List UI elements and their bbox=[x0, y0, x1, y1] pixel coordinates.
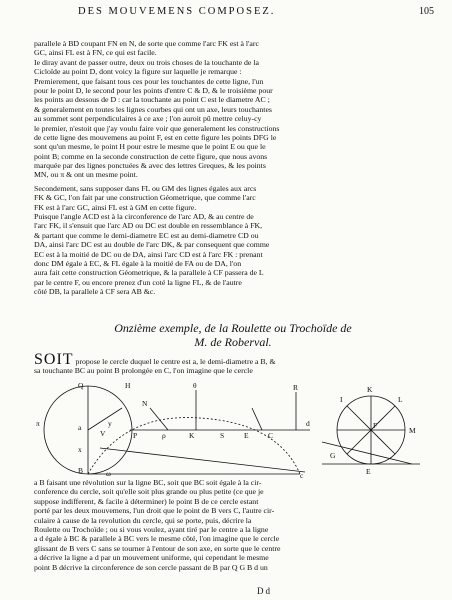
figure-label: L bbox=[398, 395, 403, 404]
figure-label: d bbox=[306, 419, 310, 428]
page-number: 105 bbox=[419, 6, 434, 17]
text-line: glissant de B vers C sans se tourner à l'entour de son axe, en sorte que le centre bbox=[34, 543, 281, 553]
running-title: DES MOUVEMENS COMPOSEZ. bbox=[78, 6, 276, 17]
text-line: l'arc FK, il s'ensuit que l'arc AD ou DC est double en ressemblance à FK, bbox=[34, 221, 263, 231]
figure-label: C bbox=[268, 431, 274, 440]
text-line: propose le cercle duquel le centre est a, le demi-diametre a B, & bbox=[75, 357, 276, 366]
text-line: FK est à l'arc GC, ainsi FL est à GM en cette figure. bbox=[34, 202, 197, 212]
text-line: marquée par des lignes ponctuées & avec des lettres Greques, & les points bbox=[34, 161, 266, 171]
text-line: suppose indifferent, & facile à déterminer) le point B de ce cercle estant bbox=[34, 496, 259, 506]
figure-label: E bbox=[366, 467, 371, 476]
text-line: côté DB, la parallele à CF sera AB &c. bbox=[34, 287, 156, 297]
text-line: donc DM égale à EC, & FL égale à la moitié de FA ou de DA, l'on bbox=[34, 258, 242, 268]
figure-label: N bbox=[142, 399, 148, 408]
section-heading-line: Onzième exemple, de la Roulette ou Trochoïde de bbox=[114, 321, 352, 335]
figure-label: y bbox=[108, 419, 112, 428]
text-line: par le centre F, ou encore prenez d'un coté la ligne FL, & de l'autre bbox=[34, 277, 242, 287]
text-line: porté par les deux mouvemens, l'un droit que le point de B vers C, l'autre cir- bbox=[34, 506, 275, 516]
text-line: Premierement, que faisant tous ces pour les touchantes de cette ligne, l'un bbox=[34, 76, 264, 86]
figure-label: a bbox=[78, 423, 82, 432]
figure-label: R bbox=[293, 383, 299, 392]
text-line: a décrive la ligne a d par un mouvement uniforme, qui cependant le mesme bbox=[34, 553, 269, 563]
text-line: aura fait cette construction Géometrique, & la parallele à CF passera de L bbox=[34, 268, 264, 278]
text-line: Secondement, sans supposer dans FL ou GM des lignes égales aux arcs bbox=[34, 183, 257, 193]
figure-label: V bbox=[100, 429, 106, 438]
figure-label: π bbox=[36, 419, 40, 428]
figure-label: B bbox=[78, 466, 84, 475]
figure-label: θ bbox=[193, 381, 197, 390]
text-line: pour le point D, le second pour les points d'entre C & D, & le troisième pour bbox=[34, 85, 273, 95]
text-line: a B faisant une révolution sur la ligne BC, soit que BC soit égale à la cir- bbox=[34, 478, 262, 487]
text-line: parallele à BD coupant FN en N, de sorte que comme l'arc FK est à l'arc bbox=[34, 39, 259, 48]
figure-label: E bbox=[244, 431, 249, 440]
drop-cap: SOIT bbox=[34, 351, 74, 368]
text-line: au sommet sont perpendiculaires à ce axe ; l'on auroit pû mettre celuy-cy bbox=[34, 114, 262, 124]
text-line: Ie diray avant de passer outre, deux ou trois choses de la touchante de la bbox=[34, 57, 259, 67]
text-line: & generalement en toutes les lignes courbes qui ont un axe, leurs touchantes bbox=[34, 104, 272, 114]
figure-label: I bbox=[340, 395, 343, 404]
text-line: MN, ou π & ont un mesme point. bbox=[34, 170, 138, 180]
text-line: point B; comme en la seconde construction de cette figure, que nous avons bbox=[34, 151, 268, 161]
figure-label: ω bbox=[106, 469, 111, 478]
figure-label: c bbox=[300, 471, 304, 478]
text-line: DA, ainsi l'arc DC est au double de l'arc DK, & par consequent que comme bbox=[34, 240, 270, 250]
figure-label: K bbox=[367, 385, 373, 394]
text-line: Cicloïde au point D, dont voicy la figure sur laquelle je remarque : bbox=[34, 67, 242, 77]
section-heading-line: M. de Roberval. bbox=[194, 335, 272, 349]
signature-mark: Dd bbox=[257, 586, 272, 596]
text-line: point B décrive la circonference de son cercle passant de B par Q G B d un bbox=[34, 562, 268, 572]
figure-label: Q bbox=[78, 381, 84, 390]
text-line: le premier, n'estoit que j'ay voulu faire voir que generalement les constructions bbox=[34, 123, 280, 133]
bottom-text-block bbox=[34, 478, 434, 572]
figure-label: G bbox=[330, 451, 336, 460]
slanted-line bbox=[150, 408, 168, 430]
radius-line bbox=[88, 408, 122, 430]
text-line: culaire à cause de la revolution du cercle, qui se porte, puis, décrire la bbox=[34, 515, 252, 525]
lower-diagonal bbox=[100, 448, 305, 472]
text-line: les points au dessous de D : car la touchante au point C est le diametre AC ; bbox=[34, 95, 270, 105]
intro-paragraph bbox=[34, 351, 434, 376]
text-line: GC, ainsi FL est à FN, ce qui est facile. bbox=[34, 48, 157, 58]
figure-label: H bbox=[125, 381, 131, 390]
right-diagonal bbox=[322, 442, 412, 464]
slanted-line-2 bbox=[252, 408, 262, 430]
text-line: Puisque l'angle ACD est à la circonference de l'arc AD, & au centre de bbox=[34, 212, 254, 222]
figure-label: P bbox=[133, 431, 138, 440]
figure-label: S bbox=[220, 431, 225, 440]
section-heading bbox=[48, 321, 418, 349]
text-line: de cette ligne des mouvemens au point F, est en cette figure les points DFG le bbox=[34, 132, 277, 142]
text-line: sont qu'un mesme, le point H pour estre le mesme que le point E ou que le bbox=[34, 142, 266, 152]
text-line: conference du cercle, soit qu'elle soit plus grande ou plus petite (ce que je bbox=[34, 487, 264, 497]
top-text-block bbox=[34, 39, 434, 297]
text-line: EC est à la moitié de DC ou de DA, ainsi l'arc CD est à l'arc FK : prenant bbox=[34, 249, 263, 259]
figure-label: ρ bbox=[162, 431, 166, 440]
figure-label: x bbox=[78, 445, 82, 454]
text-line: & partant que comme le demi-diametre EC est au demi-diametre CD ou bbox=[34, 230, 259, 240]
figure-label: M bbox=[409, 426, 416, 435]
text-line: a d égale à BC & parallele à BC vers le mesme côté, l'on imagine que le cercle bbox=[34, 534, 280, 544]
figure-label: F bbox=[373, 421, 378, 430]
figure-label: K bbox=[189, 431, 195, 440]
text-line: FK & GC, l'on fait par une construction Géometrique, que comme l'arc bbox=[34, 193, 256, 203]
roulette-curve bbox=[88, 418, 300, 474]
running-header bbox=[34, 6, 434, 22]
text-line: Roulette ou Trochoïde ; ou si vous voulez, ayant tiré par le centre a la ligne bbox=[34, 524, 269, 534]
roulette-figure bbox=[0, 378, 452, 478]
text-line: sa touchante BC au point B prolongée en C, l'on imagine que le cercle bbox=[34, 366, 253, 376]
